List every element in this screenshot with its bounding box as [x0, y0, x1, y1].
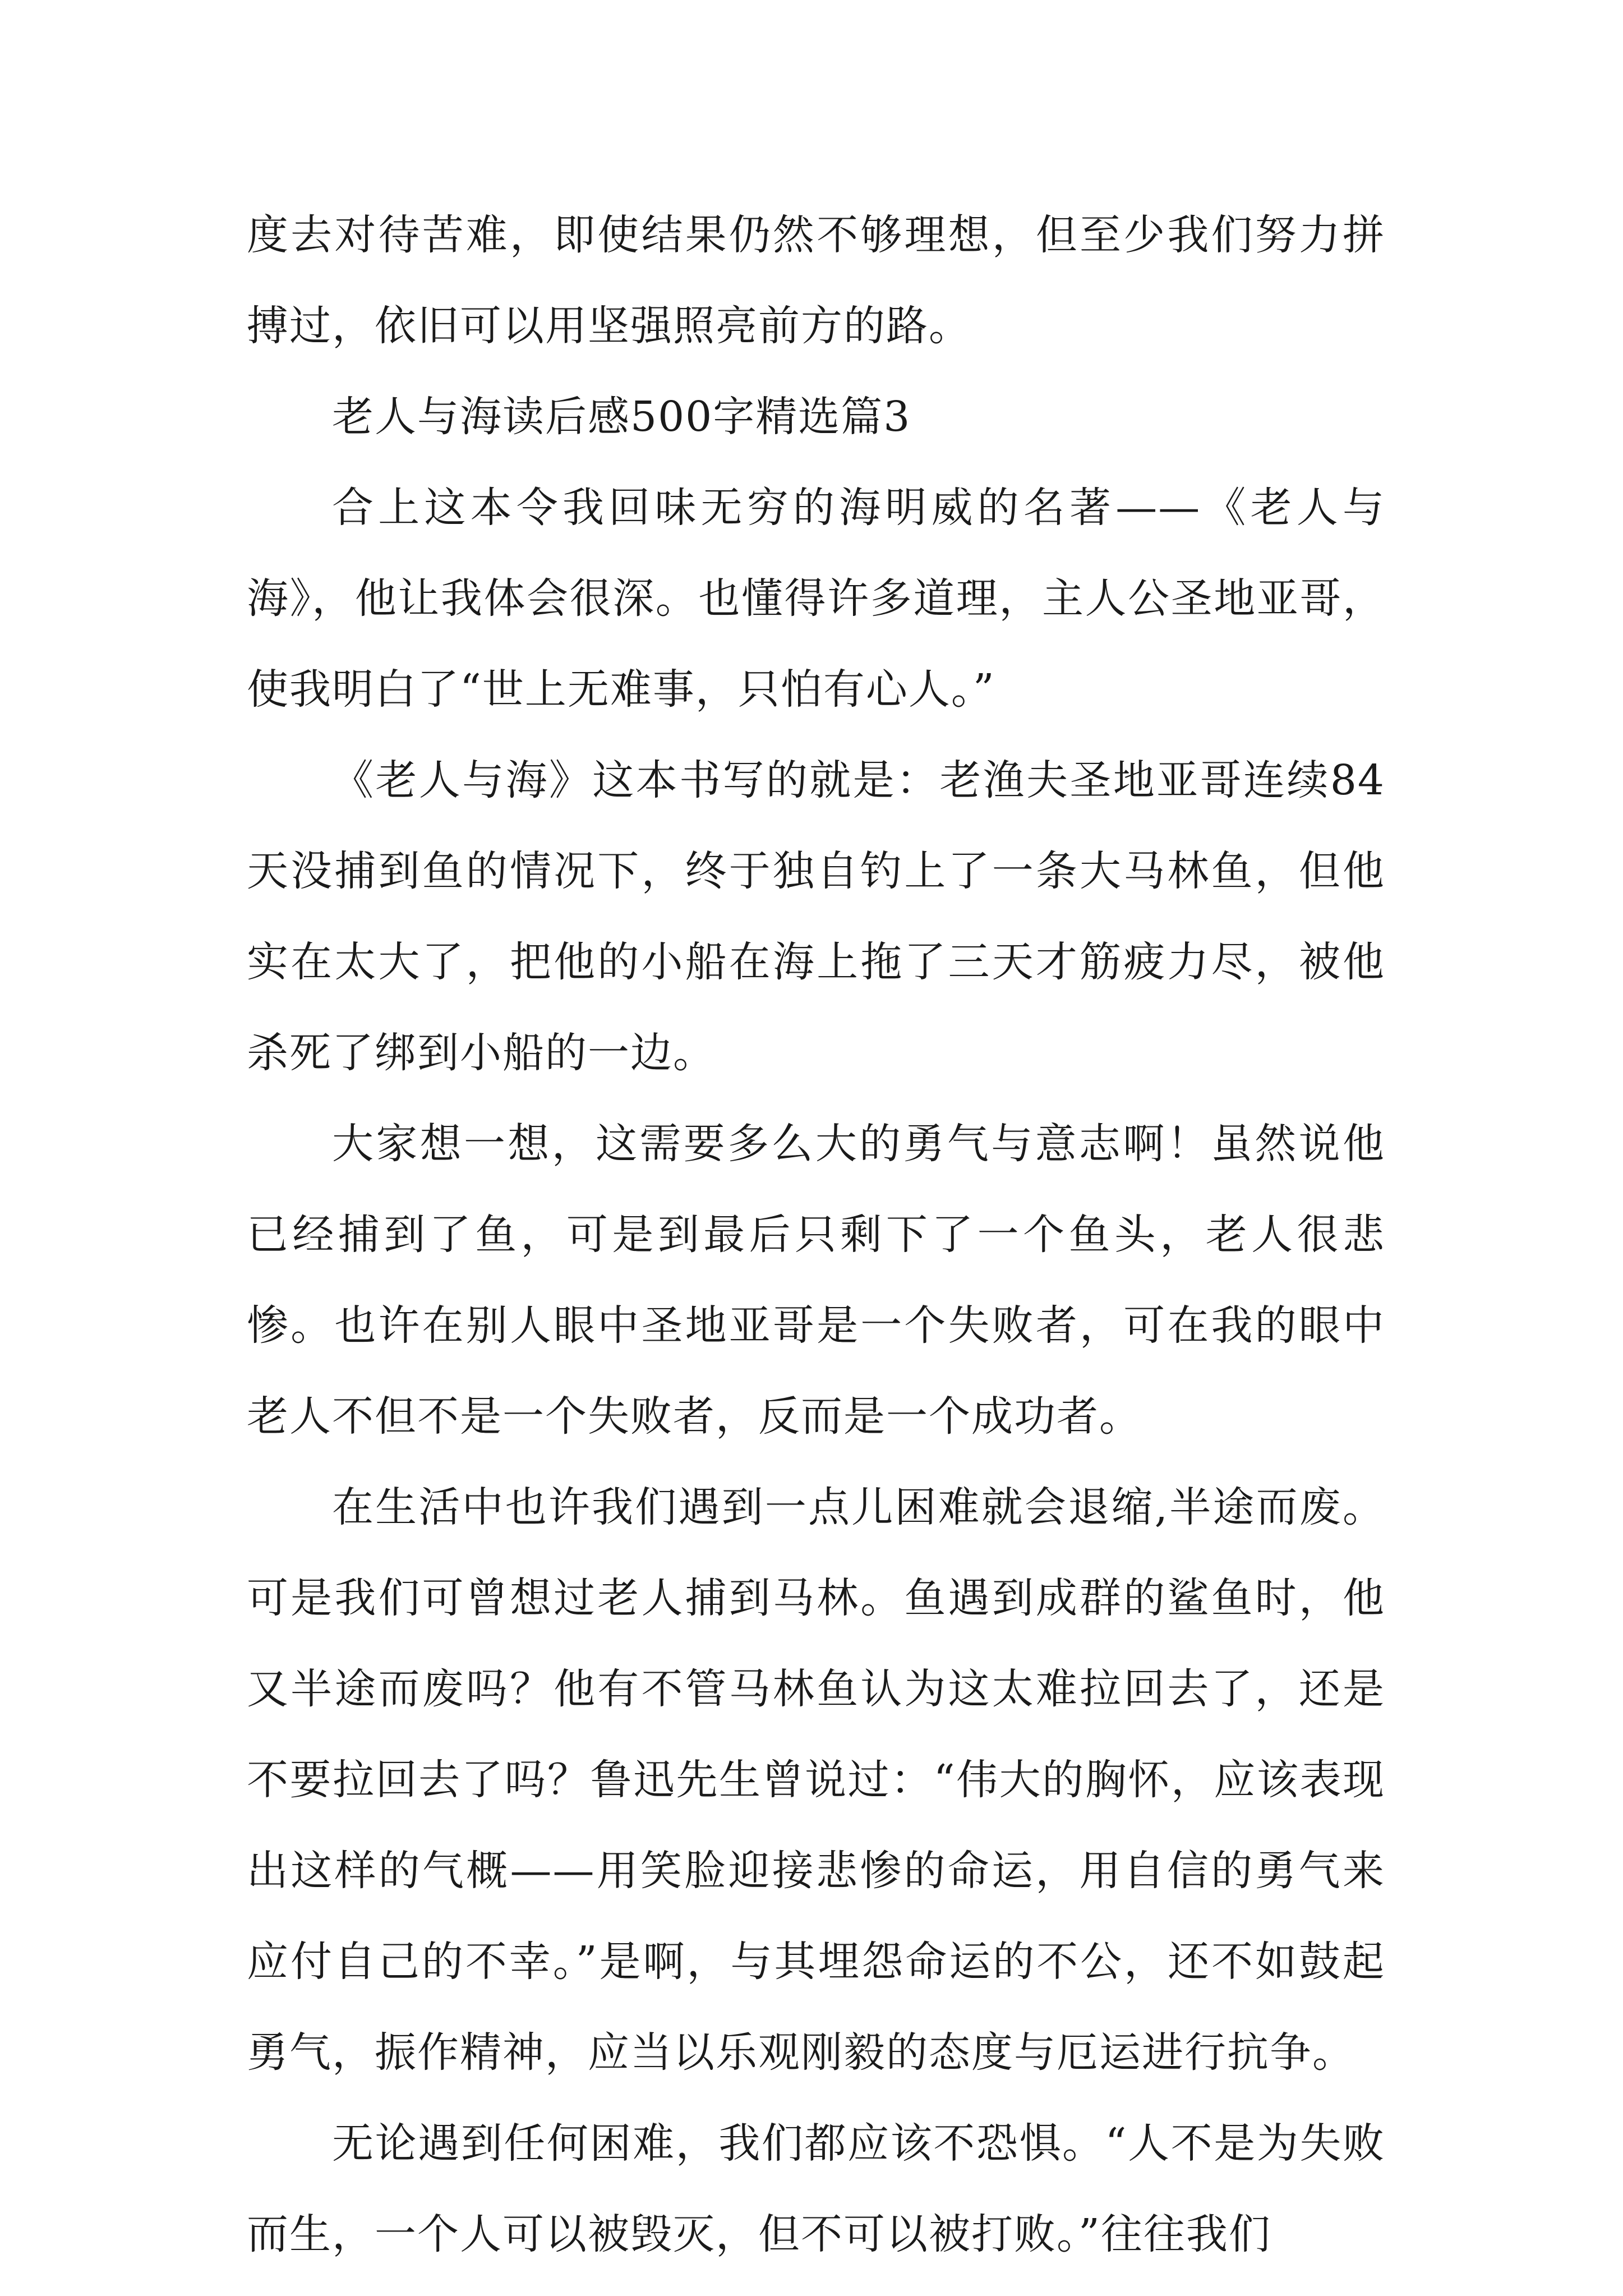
document-body	[247, 190, 1385, 2280]
paragraph: 《老人与海》这本书写的就是：老渔夫圣地亚哥连续84天没捕到鱼的情况下，终于独自钓上了一条大马林鱼，但他实在太大了，把他的小船在海上拖了三天才筋疲力尽，被他杀死了绑到小船的一边。	[247, 756, 1385, 1077]
paragraph: 无论遇到任何困难，我们都应该不恐惧。“人不是为失败而生，一个人可以被毁灭，但不可以被打败。”往往我们	[247, 2119, 1385, 2258]
paragraph: 合上这本令我回味无穷的海明威的名著——《老人与海》，他让我体会很深。也懂得许多道理，主人公圣地亚哥，使我明白了“世上无难事，只怕有心人。”	[247, 484, 1385, 714]
section-title: 老人与海读后感500字精选篇3	[332, 393, 911, 441]
paragraph: 在生活中也许我们遇到一点儿困难就会退缩,半途而废。可是我们可曾想过老人捕到马林。鱼遇到成群的鲨鱼时，他又半途而废吗？他有不管马林鱼认为这太难拉回去了，还是不要拉回去了吗？鲁迅先生曾说过：“伟大的胸怀，应该表现出这样的气概——用笑脸迎接悲惨的命运，用自信的勇气来应付自己的不幸。”是啊，与其埋怨命运的不公，还不如鼓起勇气，振作精神，应当以乐观刚毅的态度与厄运进行抗争。	[247, 1483, 1385, 2077]
paragraph: 大家想一想，这需要多么大的勇气与意志啊！虽然说他已经捕到了鱼，可是到最后只剩下了一个鱼头，老人很悲惨。也许在别人眼中圣地亚哥是一个失败者，可在我的眼中老人不但不是一个失败者，反而是一个成功者。	[247, 1120, 1385, 1441]
paragraph-continuation: 度去对待苦难，即使结果仍然不够理想，但至少我们努力拼搏过，依旧可以用坚强照亮前方的路。	[247, 211, 1385, 350]
